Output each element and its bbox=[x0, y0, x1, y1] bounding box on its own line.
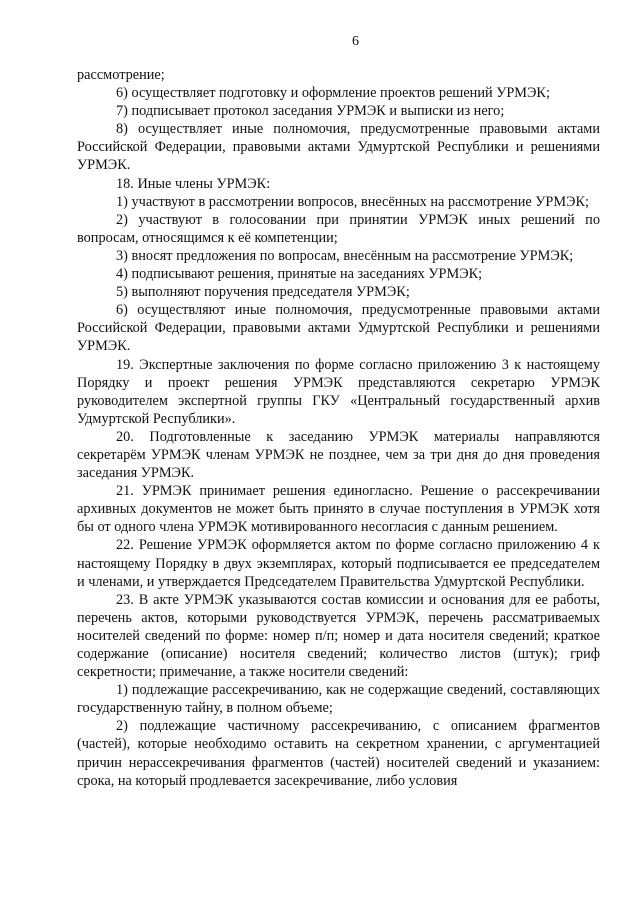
paragraph-item-8-other-powers: 8) осуществляет иные полномочия, предусмотренные правовыми актами Российской Федерации, правовыми актами Удмуртской Республики и решениями УРМЭК. bbox=[77, 121, 600, 174]
paragraph-18-item-4: 4) подписывают решения, принятые на заседаниях УРМЭК; bbox=[116, 266, 483, 283]
paragraph-22: 22. Решение УРМЭК оформляется актом по форме согласно приложению 4 к настоящему Порядку в двух экземплярах, который подписывается ее председателем и членами, и утверждается Председателем Правительства Удмуртской Республики. bbox=[77, 537, 600, 590]
document-body bbox=[77, 66, 600, 790]
paragraph-18-other-members: 18. Иные члены УРМЭК: bbox=[116, 175, 271, 192]
paragraph-18-item-6: 6) осуществляют иные полномочия, предусмотренные правовыми актами Российской Федерации, правовыми актами Удмуртской Республики и решениями УРМЭК. bbox=[77, 302, 600, 355]
paragraph-18-item-3: 3) вносят предложения по вопросам, внесённым на рассмотрение УРМЭК; bbox=[116, 247, 574, 264]
paragraph-23: 23. В акте УРМЭК указываются состав комиссии и основания для ее работы, перечень актов, которыми руководствуется УРМЭК, перечень рассматриваемых носителей сведений по форме: номер п/п; номер и дата носителя сведений; краткое содержание (описание) носителя сведений; количество листов (штук); гриф секретности; примечание, а также носители сведений: bbox=[77, 591, 600, 681]
paragraph-20: 20. Подготовленные к заседанию УРМЭК материалы направляются секретарём УРМЭК членам УРМЭК не позднее, чем за три дня до дня проведения заседания УРМЭК. bbox=[77, 428, 600, 482]
paragraph-23-item-2: 2) подлежащие частичному рассекречиванию, с описанием фрагментов (частей), которые необходимо оставить на секретном хранении, с аргументацией причин нерассекречивания фрагментов (частей) носителей сведений и указанием: срока, на который продлевается засекречивание, либо условия bbox=[77, 718, 600, 789]
paragraph-21: 21. УРМЭК принимает решения единогласно. Решение о рассекречивании архивных документов не может быть принято в случае поступления в УРМЭК хотя бы от одного члена УРМЭК мотивированного несогласия с данным решением. bbox=[77, 483, 600, 536]
paragraph-18-item-5: 5) выполняют поручения председателя УРМЭК; bbox=[116, 284, 410, 301]
page-number: 6 bbox=[352, 34, 359, 49]
paragraph-19: 19. Экспертные заключения по форме согласно приложению 3 к настоящему Порядку и проект решения УРМЭК представляются секретарю УРМЭК руководителем экспертной группы ГКУ «Центральный государственный архив Удмуртской Республики». bbox=[77, 356, 600, 427]
paragraph-continuation: рассмотрение; bbox=[77, 67, 165, 83]
paragraph-18-item-1: 1) участвуют в рассмотрении вопросов, внесённых на рассмотрение УРМЭК; bbox=[116, 193, 590, 210]
paragraph-18-item-2: 2) участвуют в голосовании при принятии УРМЭК иных решений по вопросам, относящимся к её компетенции; bbox=[77, 211, 600, 246]
paragraph-23-item-1: 1) подлежащие рассекречиванию, как не содержащие сведений, составляющих государственную тайну, в полном объеме; bbox=[77, 682, 600, 717]
paragraph-item-6-prepares-drafts: 6) осуществляет подготовку и оформление проектов решений УРМЭК; bbox=[116, 85, 550, 102]
paragraph-item-7-signs-protocol: 7) подписывает протокол заседания УРМЭК и выписки из него; bbox=[116, 103, 505, 120]
